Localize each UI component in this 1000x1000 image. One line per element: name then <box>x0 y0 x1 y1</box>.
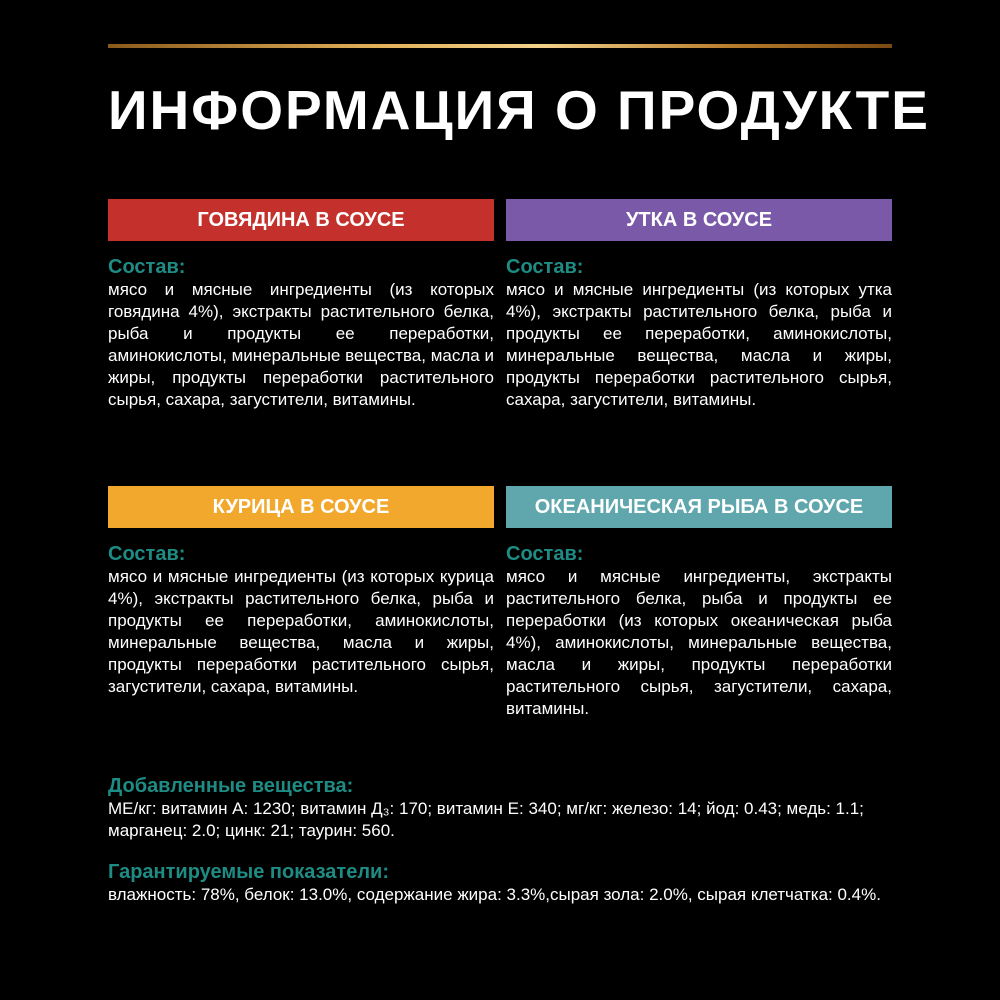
guaranteed-section <box>108 860 894 906</box>
card-header-duck: УТКА В СОУСЕ <box>506 199 892 241</box>
composition-text: мясо и мясные ингредиенты (из которых говядина 4%), экстракты растительного белка, рыба и продукты ее переработки, аминокислоты, минеральные вещества, масла и жиры, продукты переработки растительного сырья, сахара, загустители, витамины. <box>108 280 494 409</box>
card-header-chicken: КУРИЦА В СОУСЕ <box>108 486 494 528</box>
additives-label: Добавленные вещества: <box>108 775 354 797</box>
card-chicken <box>108 486 494 698</box>
gold-divider <box>108 44 892 48</box>
additives-section <box>108 774 894 842</box>
guaranteed-label: Гарантируемые показатели: <box>108 861 389 883</box>
composition-label: Состав: <box>506 543 584 565</box>
composition-text: мясо и мясные ингредиенты (из которых утка 4%), экстракты растительного белка, рыба и продукты ее переработки, аминокислоты, минеральные вещества, масла и жиры, продукты переработки растительного сырья, сахара, загустители, витамины. <box>506 280 892 409</box>
composition-label: Состав: <box>506 256 584 278</box>
card-fish <box>506 486 892 720</box>
page-title: ИНФОРМАЦИЯ О ПРОДУКТЕ <box>108 79 930 141</box>
card-duck <box>506 199 892 411</box>
additives-text: МЕ/кг: витамин А: 1230; витамин Д₃: 170; витамин Е: 340; мг/кг: железо: 14; йод: 0.43; медь: 1.1; марганец: 2.0; цинк: 21; таурин: 560. <box>108 799 864 840</box>
composition-text: мясо и мясные ингредиенты (из которых курица 4%), экстракты растительного белка, рыба и продукты ее переработки, аминокислоты, минеральные вещества, масла и жиры, продукты переработки растительного сырья, загустители, сахара, витамины. <box>108 567 494 696</box>
card-header-fish: ОКЕАНИЧЕСКАЯ РЫБА В СОУСЕ <box>506 486 892 528</box>
card-beef <box>108 199 494 411</box>
composition-label: Состав: <box>108 256 186 278</box>
card-header-beef: ГОВЯДИНА В СОУСЕ <box>108 199 494 241</box>
composition-text: мясо и мясные ингредиенты, экстракты растительного белка, рыба и продукты ее переработки (из которых океаническая рыба 4%), аминокислоты, минеральные вещества, масла и жиры, продукты переработки растительного сырья, загустители, сахара, витамины. <box>506 567 892 718</box>
composition-label: Состав: <box>108 543 186 565</box>
guaranteed-text: влажность: 78%, белок: 13.0%, содержание жира: 3.3%,сырая зола: 2.0%, сырая клетчатка: 0.4%. <box>108 885 881 904</box>
